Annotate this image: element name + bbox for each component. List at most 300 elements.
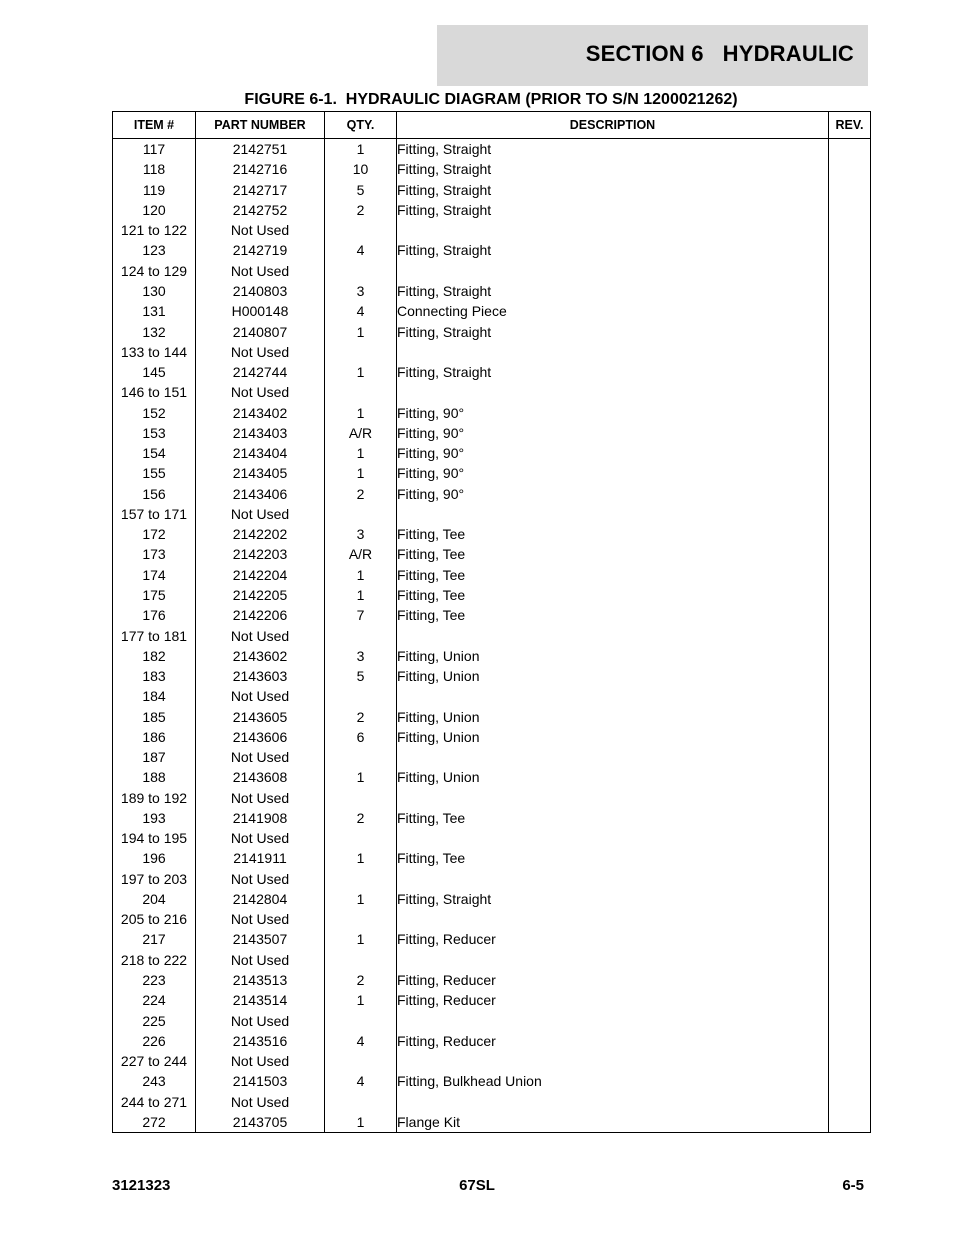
revision-cell — [829, 402, 871, 422]
table-row — [113, 504, 871, 524]
item-number-cell: 194 to 195 — [113, 828, 196, 848]
quantity-cell — [325, 1091, 397, 1111]
quantity-cell: 2 — [325, 706, 397, 726]
revision-cell — [829, 281, 871, 301]
part-number-cell: 2143404 — [196, 443, 325, 463]
quantity-cell — [325, 220, 397, 240]
table-row — [113, 666, 871, 686]
part-number-cell: Not Used — [196, 382, 325, 402]
item-number-cell: 223 — [113, 970, 196, 990]
item-number-cell: 153 — [113, 423, 196, 443]
item-number-cell: 130 — [113, 281, 196, 301]
quantity-cell: 1 — [325, 321, 397, 341]
footer-model: 67SL — [459, 1177, 495, 1194]
table-row — [113, 220, 871, 240]
table-row — [113, 625, 871, 645]
description-cell: Fitting, Straight — [397, 281, 829, 301]
item-number-cell: 133 to 144 — [113, 342, 196, 362]
description-cell — [397, 909, 829, 929]
item-number-cell: 218 to 222 — [113, 950, 196, 970]
revision-cell — [829, 1112, 871, 1133]
quantity-cell: 3 — [325, 524, 397, 544]
item-number-cell: 174 — [113, 565, 196, 585]
revision-cell — [829, 544, 871, 564]
quantity-cell — [325, 342, 397, 362]
item-number-cell: 173 — [113, 544, 196, 564]
revision-cell — [829, 240, 871, 260]
table-row — [113, 423, 871, 443]
revision-cell — [829, 625, 871, 645]
description-cell: Fitting, Straight — [397, 321, 829, 341]
part-number-cell: 2142719 — [196, 240, 325, 260]
revision-cell — [829, 869, 871, 889]
part-number-cell: Not Used — [196, 1010, 325, 1030]
quantity-cell — [325, 788, 397, 808]
description-cell — [397, 1091, 829, 1111]
description-cell — [397, 261, 829, 281]
column-header-description: DESCRIPTION — [397, 112, 829, 139]
item-number-cell: 124 to 129 — [113, 261, 196, 281]
description-cell: Fitting, Straight — [397, 200, 829, 220]
table-row — [113, 180, 871, 200]
description-cell — [397, 504, 829, 524]
item-number-cell: 120 — [113, 200, 196, 220]
revision-cell — [829, 382, 871, 402]
table-row — [113, 1112, 871, 1133]
description-cell: Fitting, Tee — [397, 808, 829, 828]
quantity-cell: 1 — [325, 443, 397, 463]
description-cell: Fitting, Straight — [397, 889, 829, 909]
quantity-cell: 1 — [325, 990, 397, 1010]
part-number-cell: Not Used — [196, 909, 325, 929]
description-cell: Fitting, Straight — [397, 240, 829, 260]
part-number-cell: 2143606 — [196, 727, 325, 747]
revision-cell — [829, 443, 871, 463]
quantity-cell — [325, 625, 397, 645]
revision-cell — [829, 524, 871, 544]
quantity-cell — [325, 828, 397, 848]
part-number-cell: 2142206 — [196, 605, 325, 625]
item-number-cell: 175 — [113, 585, 196, 605]
revision-cell — [829, 605, 871, 625]
table-row — [113, 544, 871, 564]
table-row — [113, 342, 871, 362]
description-cell: Fitting, Union — [397, 727, 829, 747]
part-number-cell: Not Used — [196, 625, 325, 645]
part-number-cell: 2143602 — [196, 646, 325, 666]
description-cell — [397, 625, 829, 645]
description-cell: Fitting, 90° — [397, 463, 829, 483]
item-number-cell: 118 — [113, 159, 196, 179]
revision-cell — [829, 970, 871, 990]
table-row — [113, 706, 871, 726]
description-cell: Fitting, Tee — [397, 565, 829, 585]
quantity-cell: 2 — [325, 200, 397, 220]
description-cell — [397, 747, 829, 767]
column-header-qty: QTY. — [325, 112, 397, 139]
quantity-cell — [325, 869, 397, 889]
table-row — [113, 382, 871, 402]
revision-cell — [829, 889, 871, 909]
revision-cell — [829, 1010, 871, 1030]
quantity-cell: 4 — [325, 240, 397, 260]
part-number-cell: 2143608 — [196, 767, 325, 787]
table-row — [113, 402, 871, 422]
description-cell — [397, 342, 829, 362]
item-number-cell: 131 — [113, 301, 196, 321]
part-number-cell: Not Used — [196, 869, 325, 889]
revision-cell — [829, 666, 871, 686]
revision-cell — [829, 929, 871, 949]
part-number-cell: Not Used — [196, 747, 325, 767]
section-banner — [437, 25, 868, 86]
table-header-row — [113, 112, 871, 139]
footer-page-number: 6-5 — [842, 1177, 864, 1194]
item-number-cell: 177 to 181 — [113, 625, 196, 645]
quantity-cell: 4 — [325, 1031, 397, 1051]
quantity-cell: 1 — [325, 362, 397, 382]
description-cell — [397, 869, 829, 889]
revision-cell — [829, 706, 871, 726]
description-cell: Fitting, Reducer — [397, 990, 829, 1010]
quantity-cell: 1 — [325, 139, 397, 160]
description-cell: Fitting, Tee — [397, 524, 829, 544]
quantity-cell — [325, 382, 397, 402]
quantity-cell: 2 — [325, 484, 397, 504]
quantity-cell: 1 — [325, 848, 397, 868]
item-number-cell: 184 — [113, 686, 196, 706]
item-number-cell: 156 — [113, 484, 196, 504]
part-number-cell: 2141908 — [196, 808, 325, 828]
quantity-cell — [325, 686, 397, 706]
quantity-cell: 3 — [325, 281, 397, 301]
item-number-cell: 187 — [113, 747, 196, 767]
quantity-cell: 5 — [325, 666, 397, 686]
revision-cell — [829, 484, 871, 504]
table-row — [113, 909, 871, 929]
part-number-cell: Not Used — [196, 504, 325, 524]
item-number-cell: 225 — [113, 1010, 196, 1030]
table-row — [113, 159, 871, 179]
description-cell: Flange Kit — [397, 1112, 829, 1133]
revision-cell — [829, 362, 871, 382]
table-row — [113, 362, 871, 382]
table-row — [113, 565, 871, 585]
item-number-cell: 154 — [113, 443, 196, 463]
revision-cell — [829, 788, 871, 808]
revision-cell — [829, 828, 871, 848]
item-number-cell: 186 — [113, 727, 196, 747]
table-row — [113, 240, 871, 260]
revision-cell — [829, 321, 871, 341]
description-cell: Fitting, Straight — [397, 159, 829, 179]
quantity-cell — [325, 504, 397, 524]
revision-cell — [829, 180, 871, 200]
part-number-cell: Not Used — [196, 220, 325, 240]
revision-cell — [829, 767, 871, 787]
part-number-cell: 2143705 — [196, 1112, 325, 1133]
table-row — [113, 1071, 871, 1091]
revision-cell — [829, 585, 871, 605]
item-number-cell: 155 — [113, 463, 196, 483]
quantity-cell: 1 — [325, 402, 397, 422]
table-row — [113, 686, 871, 706]
revision-cell — [829, 220, 871, 240]
description-cell — [397, 1051, 829, 1071]
figure-title: FIGURE 6-1. HYDRAULIC DIAGRAM (PRIOR TO S/N 1200021262) — [244, 91, 738, 108]
quantity-cell: A/R — [325, 423, 397, 443]
part-number-cell: Not Used — [196, 1091, 325, 1111]
table-row — [113, 261, 871, 281]
description-cell: Fitting, Tee — [397, 544, 829, 564]
part-number-cell: 2142804 — [196, 889, 325, 909]
item-number-cell: 243 — [113, 1071, 196, 1091]
description-cell: Fitting, Union — [397, 666, 829, 686]
description-cell: Fitting, 90° — [397, 484, 829, 504]
part-number-cell: Not Used — [196, 1051, 325, 1071]
column-header-item: ITEM # — [113, 112, 196, 139]
quantity-cell: 1 — [325, 1112, 397, 1133]
quantity-cell: 1 — [325, 463, 397, 483]
item-number-cell: 182 — [113, 646, 196, 666]
table-row — [113, 808, 871, 828]
revision-cell — [829, 727, 871, 747]
table-row — [113, 767, 871, 787]
description-cell — [397, 220, 829, 240]
revision-cell — [829, 301, 871, 321]
footer-doc-number: 3121323 — [112, 1177, 171, 1194]
revision-cell — [829, 504, 871, 524]
quantity-cell: 3 — [325, 646, 397, 666]
quantity-cell — [325, 1010, 397, 1030]
description-cell: Fitting, Reducer — [397, 970, 829, 990]
table-row — [113, 869, 871, 889]
table-row — [113, 1010, 871, 1030]
description-cell — [397, 1010, 829, 1030]
item-number-cell: 145 — [113, 362, 196, 382]
revision-cell — [829, 808, 871, 828]
part-number-cell: 2142717 — [196, 180, 325, 200]
part-number-cell: 2143402 — [196, 402, 325, 422]
item-number-cell: 205 to 216 — [113, 909, 196, 929]
table-row — [113, 524, 871, 544]
table-row — [113, 889, 871, 909]
revision-cell — [829, 463, 871, 483]
description-cell: Fitting, Tee — [397, 605, 829, 625]
revision-cell — [829, 990, 871, 1010]
description-cell: Fitting, Straight — [397, 362, 829, 382]
description-cell: Fitting, 90° — [397, 402, 829, 422]
part-number-cell: 2143603 — [196, 666, 325, 686]
item-number-cell: 132 — [113, 321, 196, 341]
part-number-cell: Not Used — [196, 950, 325, 970]
quantity-cell: 2 — [325, 808, 397, 828]
part-number-cell: Not Used — [196, 828, 325, 848]
quantity-cell: 4 — [325, 301, 397, 321]
item-number-cell: 157 to 171 — [113, 504, 196, 524]
revision-cell — [829, 565, 871, 585]
description-cell: Fitting, Straight — [397, 180, 829, 200]
item-number-cell: 188 — [113, 767, 196, 787]
quantity-cell: 5 — [325, 180, 397, 200]
description-cell: Fitting, Straight — [397, 139, 829, 160]
revision-cell — [829, 848, 871, 868]
item-number-cell: 117 — [113, 139, 196, 160]
table-row — [113, 1031, 871, 1051]
description-cell: Fitting, Union — [397, 646, 829, 666]
part-number-cell: Not Used — [196, 261, 325, 281]
part-number-cell: 2140803 — [196, 281, 325, 301]
quantity-cell — [325, 261, 397, 281]
part-number-cell: 2140807 — [196, 321, 325, 341]
description-cell: Fitting, Union — [397, 706, 829, 726]
item-number-cell: 119 — [113, 180, 196, 200]
column-header-rev: REV. — [829, 112, 871, 139]
table-row — [113, 788, 871, 808]
quantity-cell: 2 — [325, 970, 397, 990]
description-cell: Fitting, Union — [397, 767, 829, 787]
part-number-cell: 2143507 — [196, 929, 325, 949]
quantity-cell: 10 — [325, 159, 397, 179]
item-number-cell: 152 — [113, 402, 196, 422]
parts-table — [112, 111, 871, 1133]
item-number-cell: 244 to 271 — [113, 1091, 196, 1111]
description-cell — [397, 828, 829, 848]
item-number-cell: 196 — [113, 848, 196, 868]
quantity-cell: A/R — [325, 544, 397, 564]
table-row — [113, 301, 871, 321]
revision-cell — [829, 200, 871, 220]
table-row — [113, 747, 871, 767]
quantity-cell — [325, 1051, 397, 1071]
quantity-cell: 7 — [325, 605, 397, 625]
item-number-cell: 224 — [113, 990, 196, 1010]
table-row — [113, 139, 871, 160]
part-number-cell: 2141911 — [196, 848, 325, 868]
table-row — [113, 605, 871, 625]
table-row — [113, 727, 871, 747]
table-row — [113, 443, 871, 463]
part-number-cell: 2142716 — [196, 159, 325, 179]
item-number-cell: 172 — [113, 524, 196, 544]
part-number-cell: 2143516 — [196, 1031, 325, 1051]
table-row — [113, 321, 871, 341]
description-cell: Fitting, Tee — [397, 848, 829, 868]
table-row — [113, 1091, 871, 1111]
description-cell: Fitting, 90° — [397, 443, 829, 463]
quantity-cell: 1 — [325, 889, 397, 909]
quantity-cell: 1 — [325, 585, 397, 605]
part-number-cell: H000148 — [196, 301, 325, 321]
part-number-cell: 2142752 — [196, 200, 325, 220]
part-number-cell: 2141503 — [196, 1071, 325, 1091]
section-title: SECTION 6 HYDRAULIC — [585, 41, 854, 66]
revision-cell — [829, 1031, 871, 1051]
description-cell — [397, 382, 829, 402]
description-cell: Connecting Piece — [397, 301, 829, 321]
description-cell: Fitting, Reducer — [397, 929, 829, 949]
part-number-cell: Not Used — [196, 788, 325, 808]
table-row — [113, 646, 871, 666]
revision-cell — [829, 1051, 871, 1071]
item-number-cell: 146 to 151 — [113, 382, 196, 402]
part-number-cell: 2142202 — [196, 524, 325, 544]
revision-cell — [829, 1091, 871, 1111]
part-number-cell: 2143513 — [196, 970, 325, 990]
item-number-cell: 217 — [113, 929, 196, 949]
item-number-cell: 183 — [113, 666, 196, 686]
revision-cell — [829, 159, 871, 179]
table-row — [113, 848, 871, 868]
part-number-cell: 2143406 — [196, 484, 325, 504]
description-cell: Fitting, 90° — [397, 423, 829, 443]
item-number-cell: 121 to 122 — [113, 220, 196, 240]
part-number-cell: 2143514 — [196, 990, 325, 1010]
revision-cell — [829, 1071, 871, 1091]
part-number-cell: 2142205 — [196, 585, 325, 605]
description-cell: Fitting, Tee — [397, 585, 829, 605]
part-number-cell: 2143605 — [196, 706, 325, 726]
description-cell — [397, 686, 829, 706]
column-header-part-number: PART NUMBER — [196, 112, 325, 139]
table-row — [113, 281, 871, 301]
table-row — [113, 970, 871, 990]
quantity-cell — [325, 747, 397, 767]
part-number-cell: Not Used — [196, 686, 325, 706]
table-row — [113, 463, 871, 483]
parts-table-body — [113, 139, 871, 1133]
quantity-cell: 1 — [325, 565, 397, 585]
revision-cell — [829, 909, 871, 929]
item-number-cell: 226 — [113, 1031, 196, 1051]
table-row — [113, 950, 871, 970]
item-number-cell: 185 — [113, 706, 196, 726]
item-number-cell: 197 to 203 — [113, 869, 196, 889]
revision-cell — [829, 747, 871, 767]
table-row — [113, 1051, 871, 1071]
part-number-cell: 2142204 — [196, 565, 325, 585]
revision-cell — [829, 342, 871, 362]
table-row — [113, 585, 871, 605]
table-row — [113, 484, 871, 504]
revision-cell — [829, 261, 871, 281]
revision-cell — [829, 423, 871, 443]
part-number-cell: Not Used — [196, 342, 325, 362]
item-number-cell: 227 to 244 — [113, 1051, 196, 1071]
quantity-cell: 6 — [325, 727, 397, 747]
part-number-cell: 2142203 — [196, 544, 325, 564]
revision-cell — [829, 139, 871, 160]
item-number-cell: 193 — [113, 808, 196, 828]
quantity-cell — [325, 909, 397, 929]
item-number-cell: 176 — [113, 605, 196, 625]
quantity-cell: 1 — [325, 929, 397, 949]
part-number-cell: 2142751 — [196, 139, 325, 160]
item-number-cell: 189 to 192 — [113, 788, 196, 808]
item-number-cell: 204 — [113, 889, 196, 909]
part-number-cell: 2142744 — [196, 362, 325, 382]
description-cell: Fitting, Reducer — [397, 1031, 829, 1051]
item-number-cell: 123 — [113, 240, 196, 260]
table-row — [113, 929, 871, 949]
description-cell — [397, 950, 829, 970]
part-number-cell: 2143405 — [196, 463, 325, 483]
quantity-cell: 4 — [325, 1071, 397, 1091]
table-row — [113, 828, 871, 848]
revision-cell — [829, 686, 871, 706]
quantity-cell: 1 — [325, 767, 397, 787]
revision-cell — [829, 950, 871, 970]
